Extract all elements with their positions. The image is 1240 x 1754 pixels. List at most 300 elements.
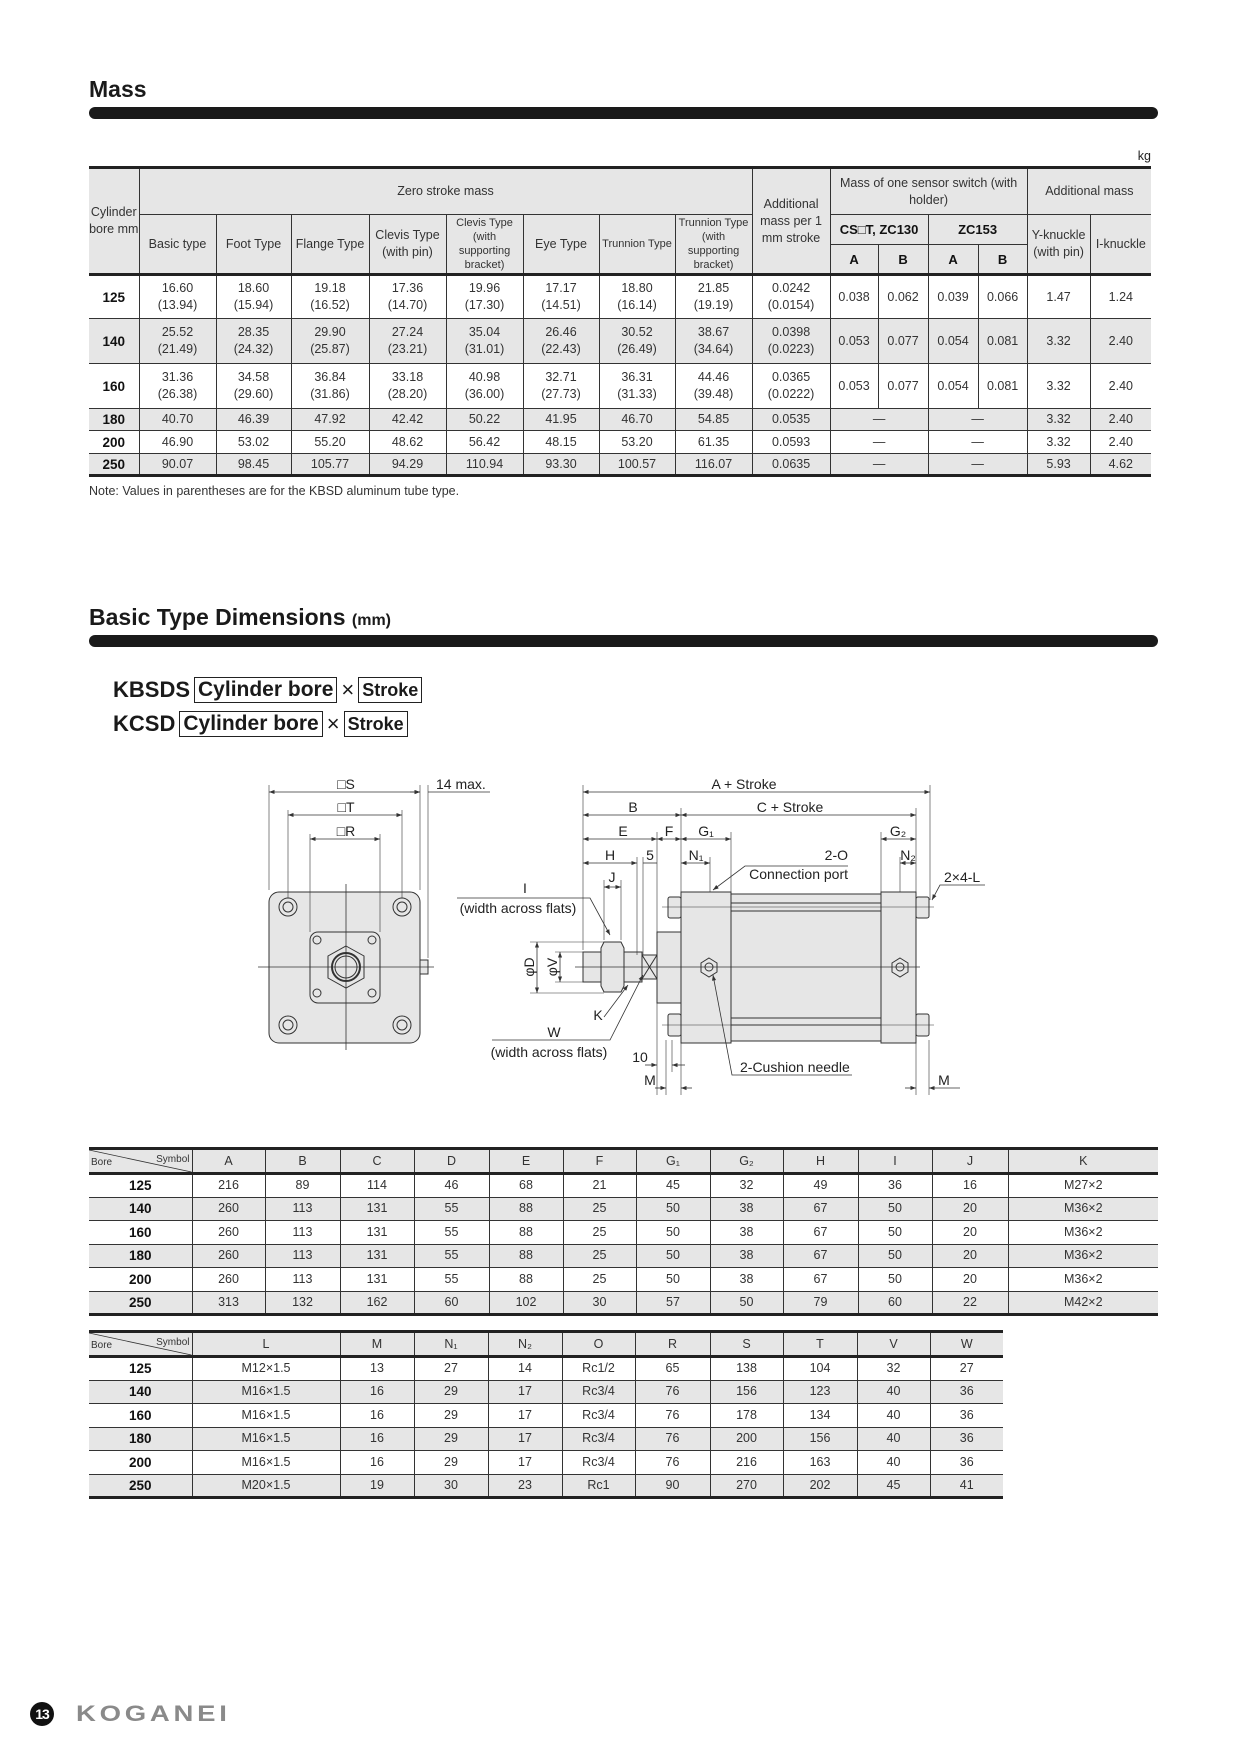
dimension-cell: 131 [340,1197,414,1221]
value: 44.46 [697,370,730,384]
dimension-cell: 30 [414,1474,488,1498]
column-header: S [710,1332,783,1357]
dimension-cell: 27 [414,1357,488,1381]
dimension-row [89,1451,1003,1475]
dimension-cell: 313 [192,1291,265,1315]
header-sensor-switch: Mass of one sensor switch (with holder) [830,168,1027,215]
dim-label-m-front: M [644,1072,656,1088]
mass-cell [369,319,446,364]
switch-mass-cell: 0.054 [928,364,978,409]
value: 48.15 [545,434,577,449]
value: 36.84 [314,370,346,384]
value: 40.70 [161,412,194,426]
dimension-cell: Rc3/4 [562,1451,635,1475]
section-divider [89,635,1158,647]
dimension-cell: M20×1.5 [192,1474,340,1498]
column-header: H [783,1149,858,1174]
mass-cell [216,319,291,364]
aluminum-value: (15.94) [233,298,274,312]
value: 50.22 [468,412,501,426]
front-view [258,785,490,1050]
aluminum-value: (28.20) [387,387,428,401]
aluminum-value: (16.14) [617,298,657,312]
section-divider [89,107,1158,119]
mass-cell [291,275,369,319]
dimension-table-1 [89,1147,1158,1316]
dimension-cell: 113 [265,1244,340,1268]
mass-cell [599,364,675,409]
i-knuckle-cell: 1.24 [1090,275,1151,319]
mass-cell [216,409,291,431]
dimension-cell: 132 [265,1291,340,1315]
aluminum-value: (21.49) [157,342,198,356]
value: 90.07 [161,456,194,471]
dimension-cell: 38 [710,1244,783,1268]
dimension-cell: 29 [414,1404,488,1428]
dimension-cell: 88 [489,1268,563,1292]
mass-cell [599,454,675,476]
page-number: 13 [30,1702,54,1726]
value: 27.24 [391,325,424,339]
dimension-cell: 36 [930,1404,1003,1428]
dim-label-cushion: 2-Cushion needle [740,1059,850,1075]
column-header: C [340,1149,414,1174]
dimension-cell: 113 [265,1221,340,1245]
value: 54.85 [697,412,730,426]
dim-label-m-rear: M [938,1072,950,1088]
additional-mass-cell [752,454,830,476]
aluminum-value: (36.00) [464,387,505,401]
header-cs-zc130: CS□T, ZC130 [830,215,928,245]
dimension-cell: 40 [857,1404,930,1428]
dim-label-k: K [593,1007,603,1023]
dimension-cell: 67 [783,1197,858,1221]
column-header: D [414,1149,489,1174]
dimension-cell: 40 [857,1427,930,1451]
mass-cell [139,431,216,454]
y-knuckle-cell: 5.93 [1027,454,1090,476]
aluminum-value: (14.70) [387,298,428,312]
value: 19.18 [314,281,346,295]
dimension-cell: 156 [710,1380,783,1404]
value: 93.30 [545,456,577,471]
value: 46.39 [237,412,270,426]
value: 17.17 [545,281,577,295]
dim-label-2o: 2-O [824,847,848,863]
dim-label-w-flats: (width across flats) [490,1044,608,1060]
dim-label-14max: 14 max. [436,776,486,792]
value: 48.62 [391,434,424,449]
dimension-cell: 20 [932,1268,1008,1292]
stroke-box: Stroke [358,677,422,703]
mass-cell [675,364,752,409]
dimension-cell: 25 [563,1221,636,1245]
dimension-cell: 134 [783,1404,857,1428]
times-sign: × [326,711,340,736]
header-a: A [928,245,978,275]
i-knuckle-cell: 2.40 [1090,431,1151,454]
bore-symbol-corner [89,1149,192,1174]
aluminum-value: (29.60) [233,387,274,401]
y-knuckle-cell: 3.32 [1027,431,1090,454]
value: 35.04 [468,325,501,339]
switch-mass-cell: — [928,409,1027,431]
dimension-cell: 40 [857,1451,930,1475]
dimension-cell: 90 [635,1474,710,1498]
header-foot: Foot Type [216,215,291,275]
value: 34.58 [237,370,270,384]
mass-cell [216,454,291,476]
mass-cell [446,454,523,476]
dimension-cell: 76 [635,1404,710,1428]
bore-cell: 250 [89,1474,192,1498]
mass-cell [139,319,216,364]
dimensions-section-title [89,604,391,631]
aluminum-value: (23.21) [387,342,428,356]
header-trunnion-bracket: Trunnion Type (with supporting bracket) [675,215,752,275]
mass-cell [369,454,446,476]
value: 41.95 [545,412,577,426]
dimension-cell: 16 [340,1380,414,1404]
dimension-cell: 19 [340,1474,414,1498]
dimension-cell: 38 [710,1221,783,1245]
dimension-cell: 22 [932,1291,1008,1315]
mass-row [89,364,1151,409]
aluminum-value: (31.86) [310,387,350,401]
mass-cell [599,431,675,454]
mass-cell [675,454,752,476]
dimension-cell: 50 [636,1244,710,1268]
header-b: B [878,245,928,275]
dimension-cell: 50 [858,1268,932,1292]
switch-mass-cell: 0.062 [878,275,928,319]
i-knuckle-cell: 4.62 [1090,454,1151,476]
value: 55.20 [314,434,346,449]
dimension-cell: 67 [783,1244,858,1268]
column-header: B [265,1149,340,1174]
header-bore: Cylinder bore mm [89,168,139,275]
column-header: T [783,1332,857,1357]
model-name: KBSDS [113,677,191,702]
dimension-row [89,1404,1003,1428]
dimension-cell: 57 [636,1291,710,1315]
dimension-cell: 50 [636,1197,710,1221]
dimension-cell: 76 [635,1451,710,1475]
dimension-cell: 29 [414,1427,488,1451]
column-header: V [857,1332,930,1357]
mass-cell [675,431,752,454]
column-header: L [192,1332,340,1357]
dimension-cell: 38 [710,1197,783,1221]
dimension-cell: Rc1/2 [562,1357,635,1381]
additional-mass-cell [752,275,830,319]
column-header: A [192,1149,265,1174]
symbol-label: Symbol [156,1337,190,1348]
value: 42.42 [391,412,424,426]
dim-label-n2: N₂ [900,847,916,863]
dimension-cell: 76 [635,1427,710,1451]
dimension-cell: M12×1.5 [192,1357,340,1381]
dimension-cell: 216 [710,1451,783,1475]
value: 0.0242 [771,281,811,295]
switch-mass-cell: 0.081 [978,319,1027,364]
switch-mass-cell: 0.066 [978,275,1027,319]
bore-cell: 200 [89,1268,192,1292]
mass-cell [523,431,599,454]
dimension-cell: 36 [930,1427,1003,1451]
value: 28.35 [237,325,270,339]
header-zc153: ZC153 [928,215,1027,245]
aluminum-value: (17.30) [464,298,505,312]
dimension-cell: M27×2 [1008,1174,1158,1198]
bore-box: Cylinder bore [179,711,322,737]
value: 31.36 [161,370,194,384]
dimension-row [89,1474,1003,1498]
dim-label-h: H [604,847,616,863]
dimension-cell: 88 [489,1244,563,1268]
column-header: N₁ [414,1332,488,1357]
i-knuckle-cell: 2.40 [1090,409,1151,431]
dimension-cell: 88 [489,1221,563,1245]
aluminum-value: (39.48) [693,387,734,401]
value: 61.35 [697,434,730,449]
dimension-cell: 16 [340,1427,414,1451]
header-a: A [830,245,878,275]
bore-cell: 125 [89,1357,192,1381]
header-trunnion: Trunnion Type [599,215,675,275]
aluminum-value: (0.0222) [767,387,815,401]
dimension-cell: 260 [192,1244,265,1268]
dimension-cell: 216 [192,1174,265,1198]
mass-cell [446,409,523,431]
bore-box: Cylinder bore [194,677,337,703]
dimension-cell: 13 [340,1357,414,1381]
dimension-cell: 55 [414,1268,489,1292]
bore-cell: 180 [89,409,139,431]
dimension-cell: 41 [930,1474,1003,1498]
dimension-cell: 16 [932,1174,1008,1198]
mass-cell [446,275,523,319]
switch-mass-cell: — [830,409,928,431]
bore-cell: 140 [89,319,139,364]
dimension-cell: M42×2 [1008,1291,1158,1315]
dimension-cell: M36×2 [1008,1197,1158,1221]
dimension-cell: 16 [340,1404,414,1428]
column-header: E [489,1149,563,1174]
mass-row [89,319,1151,364]
dimension-cell: 20 [932,1221,1008,1245]
dimension-cell: 16 [340,1451,414,1475]
column-header: G₁ [636,1149,710,1174]
aluminum-value: (25.87) [310,342,350,356]
value: 0.0593 [771,434,811,449]
dimension-cell: 67 [783,1221,858,1245]
dimension-cell: 55 [414,1221,489,1245]
dimension-cell: 50 [710,1291,783,1315]
dimension-cell: 50 [636,1221,710,1245]
dim-label-s: □S [337,776,355,792]
dim-label-v: φV [544,957,560,977]
dim-label-a: A + Stroke [711,776,777,792]
dimension-cell: 60 [858,1291,932,1315]
value: 116.07 [694,456,733,471]
header-eye: Eye Type [523,215,599,275]
dimension-cell: 25 [563,1197,636,1221]
value: 46.90 [161,434,194,449]
dimension-cell: 32 [857,1357,930,1381]
header-b: B [978,245,1027,275]
symbol-label: Symbol [156,1154,190,1165]
dimension-row [89,1427,1003,1451]
aluminum-value: (24.32) [233,342,274,356]
dim-label-t: □T [337,799,355,815]
switch-mass-cell: — [830,431,928,454]
value: 17.36 [391,281,424,295]
dimension-cell: 55 [414,1197,489,1221]
mass-row [89,454,1151,476]
bore-label: Bore [91,1157,113,1168]
mass-cell [675,275,752,319]
dimension-cell: 50 [858,1197,932,1221]
header-flange: Flange Type [291,215,369,275]
dimension-cell: 46 [414,1174,489,1198]
dimension-cell: 20 [932,1244,1008,1268]
dimension-cell: 45 [636,1174,710,1198]
dimension-cell: 25 [563,1268,636,1292]
mass-cell [291,431,369,454]
dimension-cell: 102 [489,1291,563,1315]
dimension-cell: 49 [783,1174,858,1198]
mass-note: Note: Values in parentheses are for the KBSD aluminum tube type. [89,484,460,498]
dimension-cell: 32 [710,1174,783,1198]
dim-label-b: B [628,799,638,815]
dimension-cell: 23 [488,1474,562,1498]
mass-cell [139,364,216,409]
switch-mass-cell: 0.081 [978,364,1027,409]
value: 40.98 [468,370,501,384]
dimension-cell: 178 [710,1404,783,1428]
bore-cell: 180 [89,1244,192,1268]
value: 18.60 [237,281,270,295]
y-knuckle-cell: 3.32 [1027,319,1090,364]
model-code-kcsd [113,711,408,737]
value: 0.0635 [771,456,811,471]
mass-row [89,431,1151,454]
dim-label-10: 10 [632,1049,648,1065]
dimension-cell: 89 [265,1174,340,1198]
switch-mass-cell: 0.038 [830,275,878,319]
dimension-row [89,1291,1158,1315]
column-header: O [562,1332,635,1357]
dimension-cell: 17 [488,1427,562,1451]
column-header: K [1008,1149,1158,1174]
dim-label-n1: N₁ [688,847,704,863]
dim-label-2x4l: 2×4-L [944,869,981,885]
dimension-cell: 60 [414,1291,489,1315]
dim-label-e: E [618,823,628,839]
switch-mass-cell: 0.039 [928,275,978,319]
mass-cell [369,275,446,319]
dimension-row [89,1174,1158,1198]
mass-cell [216,364,291,409]
aluminum-value: (34.64) [693,342,734,356]
dimension-row [89,1380,1003,1404]
bore-cell: 160 [89,364,139,409]
mass-cell [599,275,675,319]
stroke-box: Stroke [344,711,408,737]
header-zero-stroke-mass: Zero stroke mass [139,168,752,215]
value: 26.46 [545,325,577,339]
bore-cell: 125 [89,275,139,319]
value: 19.96 [468,281,501,295]
mass-cell [675,409,752,431]
dim-label-g1: G₁ [698,823,714,839]
dimension-cell: 55 [414,1244,489,1268]
dimension-cell: 17 [488,1404,562,1428]
aluminum-value: (0.0223) [767,342,815,356]
mass-cell [523,364,599,409]
dimension-cell: 30 [563,1291,636,1315]
koganei-logo: KOGANEI [76,1701,231,1726]
mass-cell [523,275,599,319]
value: 0.0365 [771,370,811,384]
dimension-cell: 260 [192,1268,265,1292]
header-y-knuckle: Y-knuckle (with pin) [1027,215,1090,275]
value: 46.70 [621,412,653,426]
mass-cell [291,454,369,476]
header-clevis-bracket: Clevis Type (with supporting bracket) [446,215,523,275]
dimension-cell: 260 [192,1221,265,1245]
dimension-cell: 29 [414,1451,488,1475]
model-code-kbsds [113,677,422,703]
dim-label-w: W [547,1024,561,1040]
column-header: I [858,1149,932,1174]
dim-label-d: φD [521,957,537,977]
mass-cell [599,409,675,431]
mass-cell [523,319,599,364]
dim-label-i: I [523,880,527,896]
header-i-knuckle: I-knuckle [1090,215,1151,275]
value: 94.29 [391,456,424,471]
dimension-cell: 36 [858,1174,932,1198]
column-header: R [635,1332,710,1357]
mass-cell [139,454,216,476]
bore-cell: 250 [89,1291,192,1315]
y-knuckle-cell: 3.32 [1027,409,1090,431]
dimension-cell: 50 [858,1244,932,1268]
mass-row [89,409,1151,431]
dimension-cell: 20 [932,1197,1008,1221]
corner-diagonal [89,1150,192,1172]
aluminum-value: (27.73) [541,387,581,401]
dimension-cell: Rc3/4 [562,1380,635,1404]
aluminum-value: (13.94) [157,298,198,312]
bore-cell: 160 [89,1404,192,1428]
dimension-cell: M16×1.5 [192,1427,340,1451]
dimension-cell: 114 [340,1174,414,1198]
dimension-cell: 163 [783,1451,857,1475]
column-header: N₂ [488,1332,562,1357]
switch-mass-cell: 0.053 [830,319,878,364]
i-knuckle-cell: 2.40 [1090,364,1151,409]
dimension-cell: M36×2 [1008,1221,1158,1245]
dimension-cell: 45 [857,1474,930,1498]
bore-cell: 200 [89,1451,192,1475]
dimension-cell: M16×1.5 [192,1404,340,1428]
dimension-cell: 36 [930,1380,1003,1404]
mass-cell [523,454,599,476]
mass-cell [369,431,446,454]
